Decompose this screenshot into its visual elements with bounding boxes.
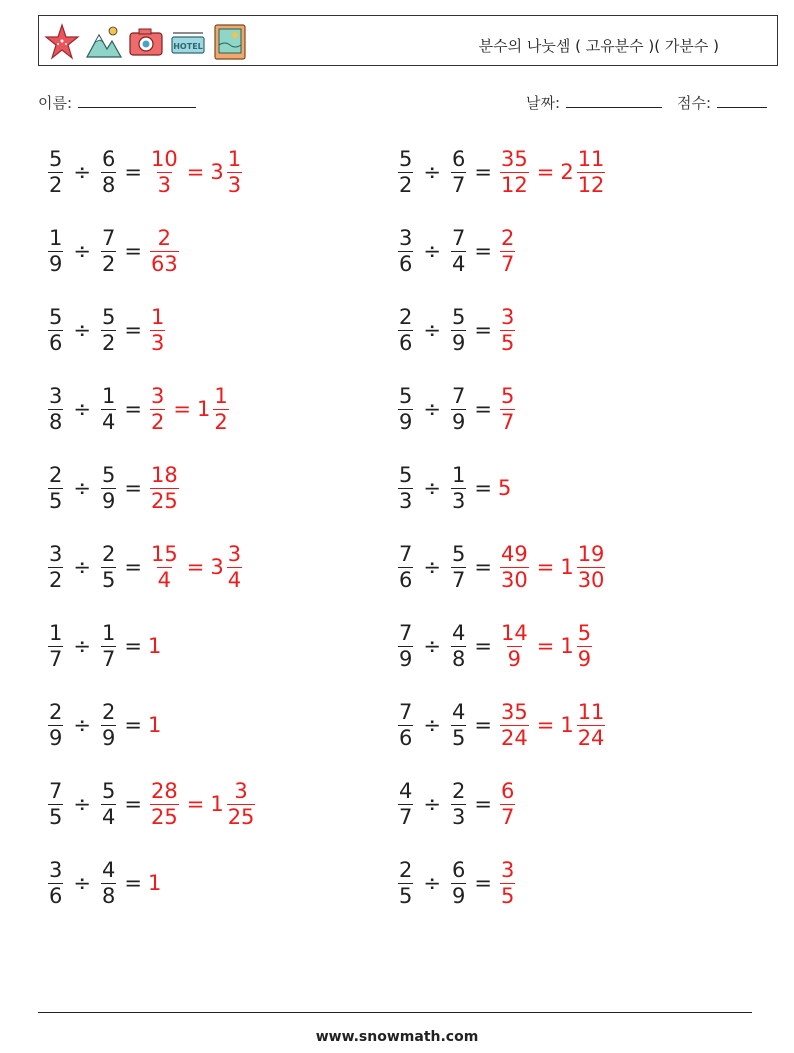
equals-sign-answer: = <box>173 397 191 421</box>
dividend-fraction <box>398 620 413 671</box>
answer-fraction-denominator: 2 <box>150 409 165 434</box>
equals-sign: = <box>124 476 142 500</box>
equals-sign: = <box>474 160 492 184</box>
equals-sign: = <box>474 792 492 816</box>
divisor-fraction <box>451 699 466 750</box>
divisor-fraction <box>451 383 466 434</box>
divide-sign: ÷ <box>423 713 441 737</box>
equals-sign: = <box>124 713 142 737</box>
answer-fraction <box>150 778 179 829</box>
dividend-fraction-numerator: 5 <box>399 146 413 171</box>
divisor-fraction-denominator: 8 <box>101 172 116 197</box>
divisor-fraction-numerator: 5 <box>101 462 116 487</box>
dividend-fraction <box>398 462 413 513</box>
mixed-fraction-denominator: 4 <box>227 567 242 592</box>
divisor-fraction-numerator: 2 <box>101 699 116 724</box>
answer-fraction-numerator: 2 <box>157 225 172 250</box>
dividend-fraction-numerator: 3 <box>49 857 63 882</box>
mixed-fraction-numerator: 1 <box>214 383 228 408</box>
divide-sign: ÷ <box>73 713 91 737</box>
answer-fraction-numerator: 2 <box>500 225 515 250</box>
date-blank[interactable] <box>566 93 662 108</box>
answer-fraction-denominator: 30 <box>500 567 528 592</box>
divisor-fraction-denominator: 8 <box>101 883 116 908</box>
dividend-fraction <box>48 225 63 276</box>
equals-sign: = <box>474 476 492 500</box>
answer-fraction <box>500 304 515 355</box>
dividend-fraction-denominator: 6 <box>399 330 413 355</box>
dividend-fraction-numerator: 2 <box>49 699 63 724</box>
dividend-fraction-numerator: 7 <box>399 620 413 645</box>
date-field <box>526 92 662 113</box>
dividend-fraction <box>398 304 413 355</box>
divide-sign: ÷ <box>73 318 91 342</box>
dividend-fraction <box>48 699 63 750</box>
equals-sign: = <box>124 397 142 421</box>
mixed-fraction-numerator: 1 <box>227 146 242 171</box>
divide-sign: ÷ <box>423 160 441 184</box>
dividend-fraction <box>398 541 413 592</box>
dividend-fraction-numerator: 5 <box>49 304 63 329</box>
answer-fraction <box>500 699 529 750</box>
divisor-fraction-numerator: 7 <box>451 383 466 408</box>
dividend-fraction <box>48 541 63 592</box>
divisor-fraction <box>451 541 466 592</box>
problem-item <box>46 300 167 360</box>
divisor-fraction-denominator: 8 <box>451 646 466 671</box>
hotel-sign-icon <box>169 21 207 63</box>
divide-sign: ÷ <box>423 397 441 421</box>
problem-item <box>46 537 244 597</box>
camera-icon <box>127 21 165 63</box>
problem-item <box>396 616 594 676</box>
dividend-fraction <box>48 620 63 671</box>
divisor-fraction <box>451 146 466 197</box>
score-label: 점수: <box>677 94 712 112</box>
divisor-fraction-numerator: 5 <box>451 304 466 329</box>
dividend-fraction-numerator: 1 <box>49 225 63 250</box>
name-label: 이름: <box>38 94 73 112</box>
dividend-fraction-denominator: 3 <box>399 488 413 513</box>
dividend-fraction-denominator: 7 <box>399 804 413 829</box>
divisor-fraction-denominator: 9 <box>451 883 466 908</box>
divide-sign: ÷ <box>423 634 441 658</box>
mixed-fraction <box>577 620 592 671</box>
mountain-icon <box>85 21 123 63</box>
dividend-fraction <box>398 225 413 276</box>
answer-fraction <box>150 304 165 355</box>
problem-item <box>46 458 181 518</box>
dividend-fraction <box>48 146 63 197</box>
divide-sign: ÷ <box>73 555 91 579</box>
dividend-fraction-numerator: 7 <box>49 778 63 803</box>
answer-whole: 1 <box>147 634 162 658</box>
divisor-fraction-denominator: 9 <box>101 725 116 750</box>
divisor-fraction <box>101 541 116 592</box>
answer-fraction-numerator: 3 <box>150 383 165 408</box>
divisor-fraction-denominator: 5 <box>451 725 466 750</box>
equals-sign: = <box>124 318 142 342</box>
divisor-fraction-denominator: 7 <box>451 172 466 197</box>
divisor-fraction-denominator: 2 <box>101 330 116 355</box>
divisor-fraction-numerator: 4 <box>451 620 466 645</box>
divisor-fraction-numerator: 5 <box>451 541 466 566</box>
divisor-fraction-denominator: 4 <box>101 409 116 434</box>
problem-item <box>396 853 517 913</box>
dividend-fraction <box>48 462 63 513</box>
footer-url: www.snowmath.com <box>315 1029 479 1045</box>
answer-fraction <box>500 383 515 434</box>
dividend-fraction-numerator: 3 <box>399 225 413 250</box>
equals-sign: = <box>124 160 142 184</box>
answer-fraction-numerator: 6 <box>500 778 515 803</box>
dividend-fraction-denominator: 8 <box>49 409 63 434</box>
mixed-whole: 3 <box>210 555 224 579</box>
equals-sign-answer: = <box>536 555 555 579</box>
worksheet-header <box>38 15 778 66</box>
answer-fraction-denominator: 7 <box>500 804 515 829</box>
page-title: 분수의 나눗셈 ( 고유분수 )( 가분수 ) <box>478 37 719 55</box>
answer-fraction-numerator: 14 <box>500 620 528 645</box>
answer-fraction-denominator: 24 <box>500 725 528 750</box>
mixed-fraction-denominator: 12 <box>577 172 605 197</box>
mixed-fraction <box>577 699 606 750</box>
mixed-fraction-denominator: 3 <box>227 172 242 197</box>
divisor-fraction <box>451 620 466 671</box>
divide-sign: ÷ <box>423 555 441 579</box>
answer-fraction-denominator: 3 <box>157 172 172 197</box>
answer-whole: 1 <box>147 871 162 895</box>
answer-fraction-denominator: 3 <box>150 330 165 355</box>
divisor-fraction-numerator: 1 <box>451 462 466 487</box>
divisor-fraction <box>101 383 116 434</box>
answer-fraction-denominator: 4 <box>157 567 172 592</box>
equals-sign: = <box>474 555 492 579</box>
answer-fraction-denominator: 25 <box>150 804 178 829</box>
divisor-fraction <box>101 304 116 355</box>
problem-item <box>396 300 517 360</box>
dividend-fraction-numerator: 7 <box>399 699 413 724</box>
answer-fraction <box>500 778 515 829</box>
divisor-fraction <box>101 620 116 671</box>
answer-fraction-denominator: 5 <box>500 330 515 355</box>
answer-fraction-denominator: 5 <box>500 883 515 908</box>
dividend-fraction-numerator: 3 <box>49 541 63 566</box>
divisor-fraction-numerator: 6 <box>101 146 116 171</box>
answer-fraction <box>150 462 179 513</box>
answer-fraction-numerator: 18 <box>150 462 178 487</box>
starfish-icon <box>43 21 81 63</box>
answer-fraction-numerator: 10 <box>150 146 178 171</box>
equals-sign-answer: = <box>536 634 555 658</box>
divide-sign: ÷ <box>423 792 441 816</box>
divisor-fraction-numerator: 5 <box>101 304 116 329</box>
divisor-fraction-numerator: 6 <box>451 146 466 171</box>
divisor-fraction-numerator: 1 <box>101 383 116 408</box>
divisor-fraction <box>101 778 116 829</box>
answer-fraction-numerator: 49 <box>500 541 528 566</box>
divisor-fraction <box>101 462 116 513</box>
name-field <box>38 92 196 113</box>
divisor-fraction <box>101 225 116 276</box>
dividend-fraction <box>398 146 413 197</box>
dividend-fraction-denominator: 9 <box>49 725 63 750</box>
mixed-fraction <box>577 146 606 197</box>
equals-sign-answer: = <box>186 555 205 579</box>
dividend-fraction-denominator: 7 <box>49 646 63 671</box>
mixed-fraction-numerator: 11 <box>577 699 605 724</box>
dividend-fraction <box>398 857 413 908</box>
dividend-fraction-denominator: 9 <box>49 251 63 276</box>
answer-fraction-numerator: 3 <box>500 304 515 329</box>
svg-text:HOTEL: HOTEL <box>173 42 203 51</box>
divide-sign: ÷ <box>423 318 441 342</box>
answer-fraction-denominator: 9 <box>507 646 522 671</box>
divisor-fraction-denominator: 3 <box>451 488 466 513</box>
divisor-fraction <box>451 304 466 355</box>
divisor-fraction-numerator: 6 <box>451 857 466 882</box>
dividend-fraction-numerator: 2 <box>399 304 413 329</box>
dividend-fraction <box>398 778 413 829</box>
mixed-fraction-denominator: 9 <box>577 646 592 671</box>
dividend-fraction <box>48 778 63 829</box>
answer-fraction <box>500 620 529 671</box>
equals-sign: = <box>124 634 142 658</box>
dividend-fraction-numerator: 5 <box>399 462 413 487</box>
answer-fraction <box>500 541 529 592</box>
divisor-fraction <box>451 857 466 908</box>
divide-sign: ÷ <box>73 476 91 500</box>
problem-item <box>396 458 511 518</box>
dividend-fraction-numerator: 2 <box>49 462 63 487</box>
divisor-fraction-numerator: 7 <box>101 225 116 250</box>
mixed-fraction-numerator: 3 <box>234 778 248 803</box>
picture-icon <box>211 21 249 63</box>
mixed-fraction <box>227 778 256 829</box>
equals-sign: = <box>474 397 492 421</box>
answer-whole: 1 <box>147 713 162 737</box>
mixed-whole: 1 <box>210 792 224 816</box>
answer-whole: 5 <box>497 476 512 500</box>
mixed-fraction <box>227 541 242 592</box>
answer-fraction <box>150 146 179 197</box>
problem-item <box>46 221 181 281</box>
answer-fraction <box>150 225 179 276</box>
mixed-fraction-numerator: 19 <box>577 541 605 566</box>
mixed-fraction-denominator: 25 <box>227 804 255 829</box>
divisor-fraction-denominator: 3 <box>451 804 466 829</box>
equals-sign-answer: = <box>536 160 555 184</box>
problem-item <box>396 695 607 755</box>
mixed-whole: 1 <box>560 713 574 737</box>
answer-fraction-numerator: 28 <box>150 778 178 803</box>
dividend-fraction-denominator: 9 <box>399 646 413 671</box>
divisor-fraction <box>101 146 116 197</box>
dividend-fraction <box>398 383 413 434</box>
dividend-fraction-denominator: 6 <box>49 883 63 908</box>
divide-sign: ÷ <box>73 239 91 263</box>
mixed-fraction-numerator: 5 <box>577 620 592 645</box>
dividend-fraction-numerator: 2 <box>399 857 413 882</box>
divisor-fraction-numerator: 7 <box>451 225 466 250</box>
divisor-fraction-denominator: 2 <box>101 251 116 276</box>
dividend-fraction-denominator: 2 <box>49 567 63 592</box>
dividend-fraction-denominator: 9 <box>399 409 413 434</box>
divisor-fraction-denominator: 4 <box>101 804 116 829</box>
dividend-fraction-denominator: 5 <box>399 883 413 908</box>
answer-fraction-numerator: 5 <box>500 383 515 408</box>
divisor-fraction <box>101 857 116 908</box>
answer-fraction <box>500 146 529 197</box>
dividend-fraction <box>398 699 413 750</box>
divide-sign: ÷ <box>423 239 441 263</box>
dividend-fraction-numerator: 5 <box>399 383 413 408</box>
problem-item <box>396 221 517 281</box>
divisor-fraction-denominator: 9 <box>101 488 116 513</box>
answer-fraction-denominator: 7 <box>500 251 515 276</box>
problem-item <box>396 774 517 834</box>
divide-sign: ÷ <box>423 871 441 895</box>
divide-sign: ÷ <box>73 634 91 658</box>
problem-item <box>46 853 161 913</box>
answer-fraction-denominator: 7 <box>500 409 515 434</box>
dividend-fraction-numerator: 3 <box>49 383 63 408</box>
mixed-fraction <box>227 146 242 197</box>
equals-sign: = <box>124 792 142 816</box>
score-field <box>677 92 767 113</box>
dividend-fraction-denominator: 6 <box>49 330 63 355</box>
mixed-fraction-numerator: 3 <box>227 541 242 566</box>
mixed-fraction-numerator: 11 <box>577 146 605 171</box>
divisor-fraction-denominator: 9 <box>451 409 466 434</box>
divisor-fraction-denominator: 4 <box>451 251 466 276</box>
mixed-whole: 1 <box>560 555 574 579</box>
divide-sign: ÷ <box>73 160 91 184</box>
dividend-fraction <box>48 304 63 355</box>
answer-fraction-numerator: 3 <box>500 857 515 882</box>
equals-sign: = <box>474 239 492 263</box>
divisor-fraction-numerator: 5 <box>101 778 116 803</box>
divisor-fraction <box>451 778 466 829</box>
answer-fraction-numerator: 15 <box>150 541 178 566</box>
divisor-fraction-numerator: 4 <box>101 857 116 882</box>
divide-sign: ÷ <box>73 397 91 421</box>
divisor-fraction <box>451 225 466 276</box>
divide-sign: ÷ <box>73 871 91 895</box>
answer-fraction-denominator: 25 <box>150 488 178 513</box>
mixed-fraction <box>577 541 606 592</box>
equals-sign: = <box>124 871 142 895</box>
problem-item <box>46 695 161 755</box>
equals-sign: = <box>474 634 492 658</box>
dividend-fraction-numerator: 4 <box>399 778 413 803</box>
equals-sign: = <box>474 713 492 737</box>
mixed-whole: 2 <box>560 160 574 184</box>
problem-item <box>46 616 161 676</box>
problem-item <box>396 379 517 439</box>
divisor-fraction-numerator: 4 <box>451 699 466 724</box>
problem-item <box>396 537 607 597</box>
divisor-fraction <box>101 699 116 750</box>
divisor-fraction-denominator: 9 <box>451 330 466 355</box>
divisor-fraction-numerator: 1 <box>101 620 116 645</box>
dividend-fraction-denominator: 6 <box>399 725 413 750</box>
divisor-fraction-numerator: 2 <box>101 541 116 566</box>
dividend-fraction-denominator: 5 <box>49 488 63 513</box>
mixed-whole: 3 <box>210 160 224 184</box>
mixed-fraction-denominator: 2 <box>214 409 228 434</box>
mixed-fraction-denominator: 24 <box>577 725 605 750</box>
problem-item <box>396 142 607 202</box>
answer-fraction <box>500 857 515 908</box>
problem-item <box>46 774 257 834</box>
answer-fraction-numerator: 35 <box>500 146 528 171</box>
dividend-fraction-numerator: 5 <box>49 146 63 171</box>
footer-divider <box>38 1012 752 1013</box>
score-blank[interactable] <box>717 93 767 108</box>
equals-sign: = <box>474 871 492 895</box>
problem-item <box>46 379 231 439</box>
dividend-fraction-denominator: 2 <box>49 172 63 197</box>
divisor-fraction-denominator: 7 <box>451 567 466 592</box>
header-icons <box>43 21 249 63</box>
divisor-fraction-denominator: 7 <box>101 646 116 671</box>
equals-sign: = <box>474 318 492 342</box>
answer-fraction <box>500 225 515 276</box>
problem-item <box>46 142 244 202</box>
dividend-fraction-denominator: 2 <box>399 172 413 197</box>
dividend-fraction-numerator: 7 <box>399 541 413 566</box>
divisor-fraction-denominator: 5 <box>101 567 116 592</box>
equals-sign-answer: = <box>186 792 205 816</box>
divisor-fraction <box>451 462 466 513</box>
answer-fraction <box>150 541 179 592</box>
dividend-fraction-denominator: 6 <box>399 567 413 592</box>
equals-sign-answer: = <box>186 160 205 184</box>
answer-fraction-numerator: 35 <box>500 699 528 724</box>
mixed-whole: 1 <box>560 634 574 658</box>
mixed-whole: 1 <box>196 397 211 421</box>
name-blank[interactable] <box>78 93 196 108</box>
mixed-fraction <box>213 383 228 434</box>
answer-fraction-denominator: 63 <box>150 251 178 276</box>
equals-sign: = <box>124 239 142 263</box>
answer-fraction <box>150 383 165 434</box>
dividend-fraction <box>48 383 63 434</box>
divide-sign: ÷ <box>73 792 91 816</box>
divide-sign: ÷ <box>423 476 441 500</box>
dividend-fraction-denominator: 6 <box>399 251 413 276</box>
date-label: 날짜: <box>526 94 561 112</box>
equals-sign: = <box>124 555 142 579</box>
divisor-fraction-numerator: 2 <box>451 778 466 803</box>
mixed-fraction-denominator: 30 <box>577 567 605 592</box>
dividend-fraction-denominator: 5 <box>49 804 63 829</box>
answer-fraction-numerator: 1 <box>150 304 165 329</box>
dividend-fraction <box>48 857 63 908</box>
dividend-fraction-numerator: 1 <box>49 620 63 645</box>
equals-sign-answer: = <box>536 713 555 737</box>
answer-fraction-denominator: 12 <box>500 172 528 197</box>
